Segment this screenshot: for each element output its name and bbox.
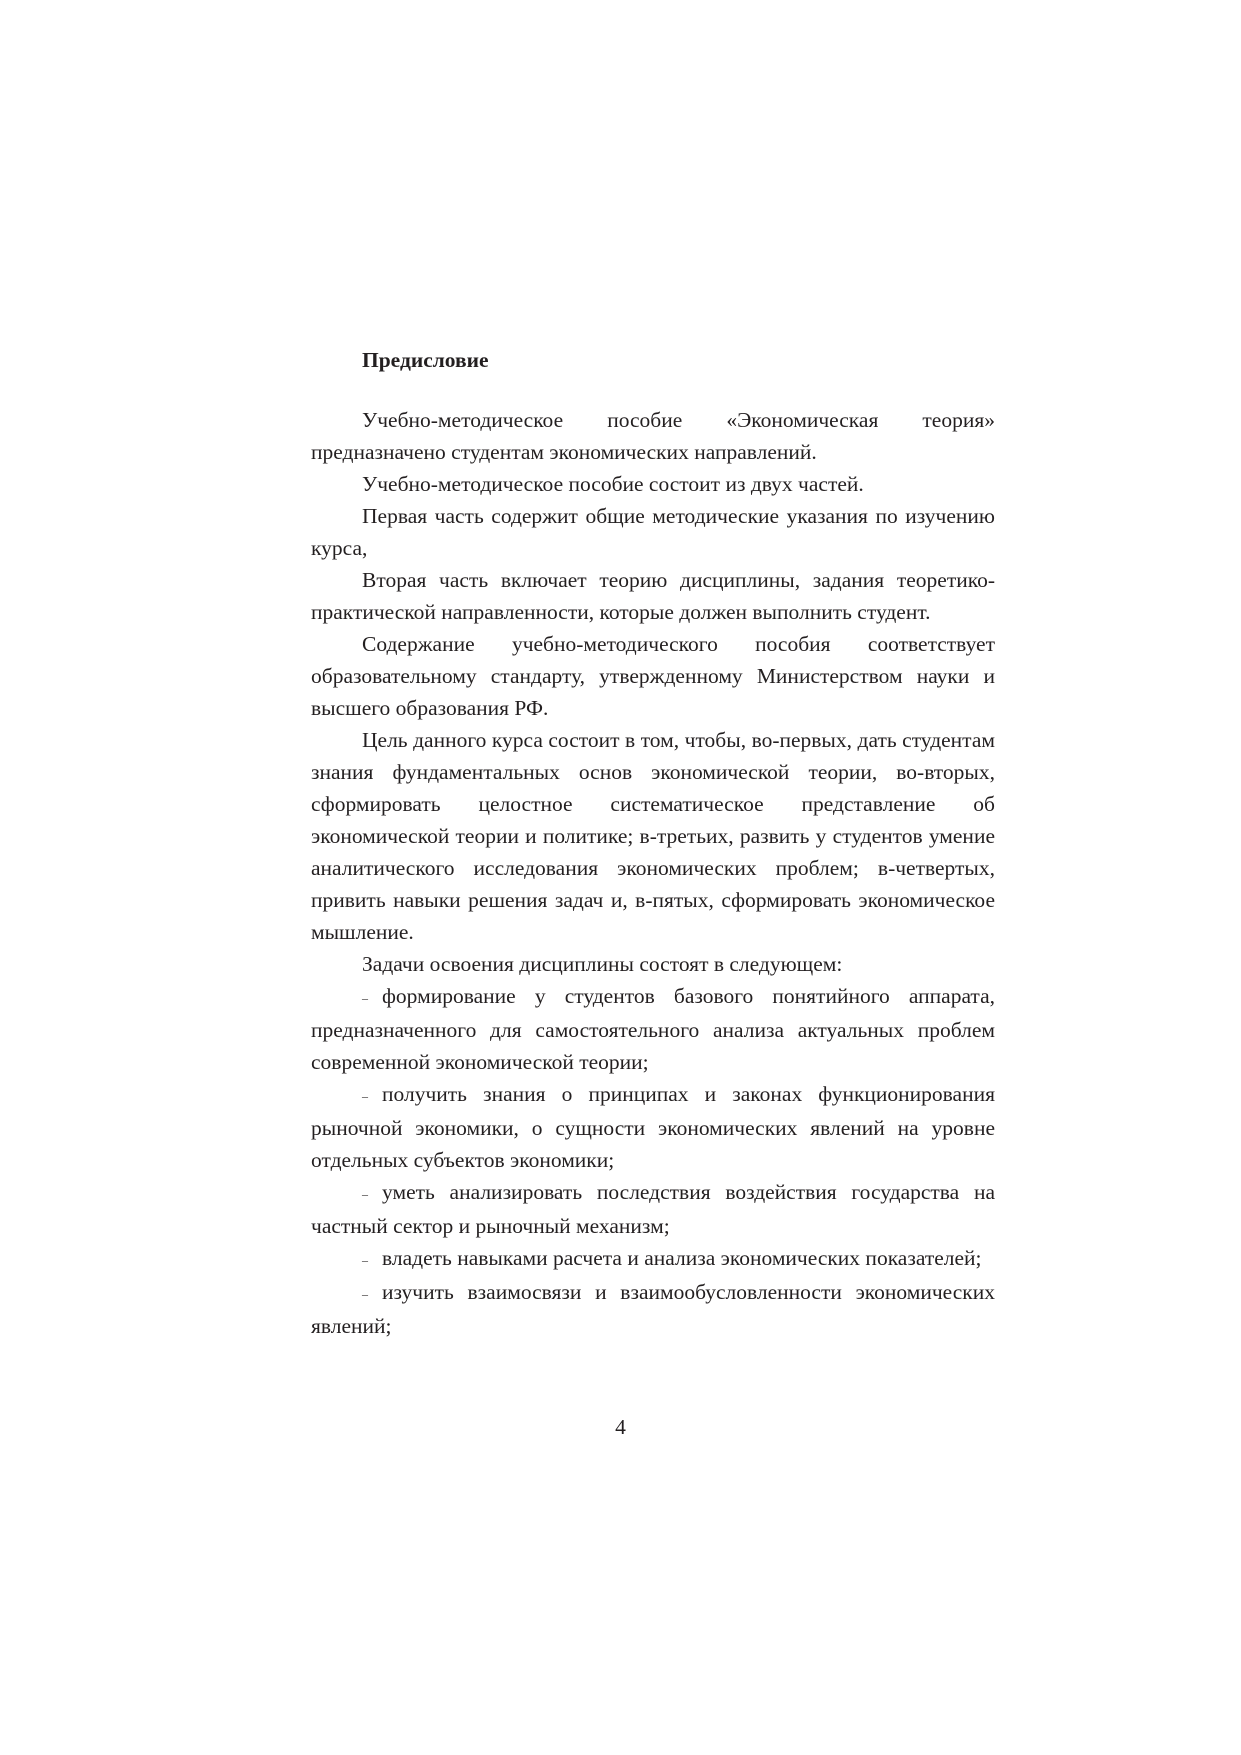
paragraph: Учебно-методическое пособие состоит из двух частей.	[362, 472, 864, 496]
list-dash: –	[362, 991, 368, 1006]
list-item-text: получить знания о принципах и законах функционирования рыночной экономики, о сущности экономических явлений на уровне отдельных субъектов экономики;	[311, 1082, 995, 1173]
page-number: 4	[615, 1415, 626, 1439]
list-dash: –	[362, 1253, 368, 1268]
paragraph: Учебно-методическое пособие «Экономическая теория» предназначено студентам экономических направлений.	[311, 408, 995, 464]
list-item-text: уметь анализировать последствия воздействия государства на частный сектор и рыночный механизм;	[311, 1180, 995, 1239]
list-item	[311, 1276, 995, 1342]
paragraph: Первая часть содержит общие методические указания по изучению курса,	[311, 504, 995, 560]
list-item	[311, 1176, 995, 1242]
paragraph: Цель данного курса состоит в том, чтобы, во-первых, дать студентам знания фундаментальных основ экономической теории, во-вторых, сформировать целостное систематическое представление об экономической теории и политике; в-третьих, развить у студентов умение аналитического исследования экономических проблем; в-четвертых, привить навыки решения задач и, в-пятых, сформировать экономическое мышление.	[311, 728, 995, 944]
list-dash: –	[362, 1187, 368, 1202]
list-item	[311, 1242, 995, 1276]
list-item-text: изучить взаимосвязи и взаимообусловленности экономических явлений;	[311, 1280, 995, 1339]
paragraph: Вторая часть включает теорию дисциплины, задания теоретико-практической направленности, которые должен выполнить студент.	[311, 568, 995, 624]
section-heading: Предисловие	[362, 348, 489, 372]
list-dash: –	[362, 1287, 368, 1302]
paragraph: Задачи освоения дисциплины состоят в следующем:	[362, 952, 843, 976]
list-item	[311, 980, 995, 1078]
list-item	[311, 1078, 995, 1176]
list-item-text: формирование у студентов базового понятийного аппарата, предназначенного для самостоятельного анализа актуальных проблем современной экономической теории;	[311, 984, 995, 1075]
paragraph: Содержание учебно-методического пособия соответствует образовательному стандарту, утвержденному Министерством науки и высшего образования РФ.	[311, 632, 995, 720]
list-dash: –	[362, 1089, 368, 1104]
list-item-text: владеть навыками расчета и анализа экономических показателей;	[382, 1246, 982, 1271]
page-body	[311, 344, 995, 1342]
